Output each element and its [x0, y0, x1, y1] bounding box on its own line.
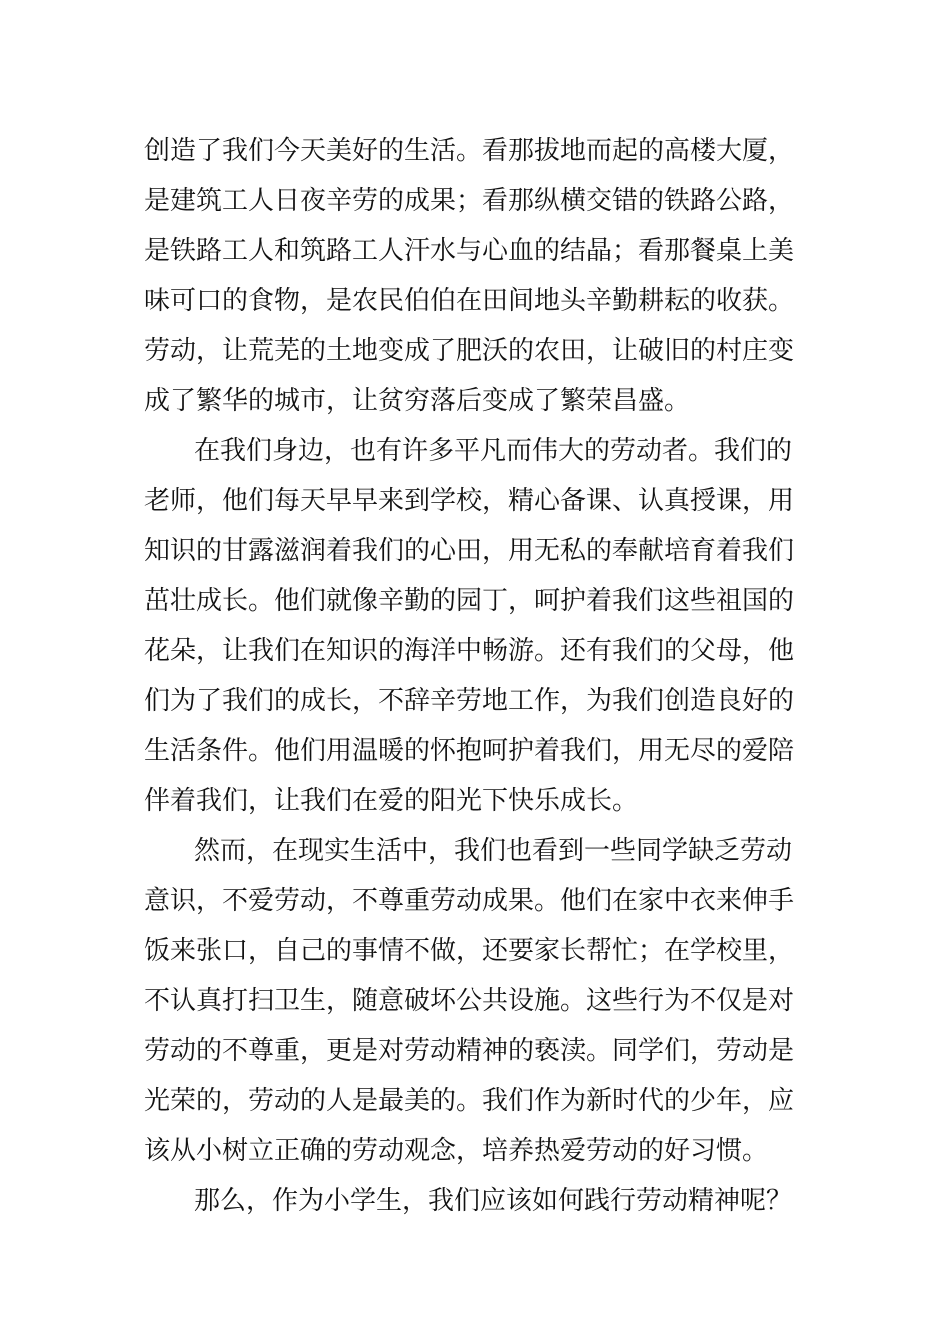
text-line: 知识的甘露滋润着我们的心田，用无私的奉献培育着我们 [144, 536, 795, 566]
text-line: 光荣的，劳动的人是最美的。我们作为新时代的少年，应 [144, 1086, 795, 1116]
text-line: 意识，不爱劳动，不尊重劳动成果。他们在家中衣来伸手 [144, 886, 795, 916]
text-line: 创造了我们今天美好的生活。看那拔地而起的高楼大厦， [144, 136, 795, 166]
text-line: 伴着我们，让我们在爱的阳光下快乐成长。 [144, 786, 639, 816]
text-line: 生活条件。他们用温暖的怀抱呵护着我们，用无尽的爱陪 [144, 736, 795, 766]
text-line: 是建筑工人日夜辛劳的成果；看那纵横交错的铁路公路， [144, 186, 795, 216]
paragraph-first-line: 然而，在现实生活中，我们也看到一些同学缺乏劳动 [194, 836, 793, 866]
text-line: 花朵，让我们在知识的海洋中畅游。还有我们的父母，他 [144, 636, 795, 666]
text-line: 该从小树立正确的劳动观念，培养热爱劳动的好习惯。 [144, 1136, 769, 1166]
paragraph-first-line: 在我们身边，也有许多平凡而伟大的劳动者。我们的 [194, 436, 793, 466]
text-line: 味可口的食物，是农民伯伯在田间地头辛勤耕耘的收获。 [144, 286, 795, 316]
text-line: 老师，他们每天早早来到学校，精心备课、认真授课，用 [144, 486, 795, 516]
text-line: 是铁路工人和筑路工人汗水与心血的结晶；看那餐桌上美 [144, 236, 795, 266]
text-line: 劳动的不尊重，更是对劳动精神的亵渎。同学们，劳动是 [144, 1036, 795, 1066]
text-line: 茁壮成长。他们就像辛勤的园丁，呵护着我们这些祖国的 [144, 586, 795, 616]
paragraph-first-line: 那么，作为小学生，我们应该如何践行劳动精神呢？ [194, 1186, 793, 1216]
text-line: 饭来张口，自己的事情不做，还要家长帮忙；在学校里， [144, 936, 795, 966]
text-line: 成了繁华的城市，让贫穷落后变成了繁荣昌盛。 [144, 386, 691, 416]
text-line: 不认真打扫卫生，随意破坏公共设施。这些行为不仅是对 [144, 986, 795, 1016]
text-line: 们为了我们的成长，不辞辛劳地工作，为我们创造良好的 [144, 686, 795, 716]
text-line: 劳动，让荒芜的土地变成了肥沃的农田，让破旧的村庄变 [144, 336, 795, 366]
